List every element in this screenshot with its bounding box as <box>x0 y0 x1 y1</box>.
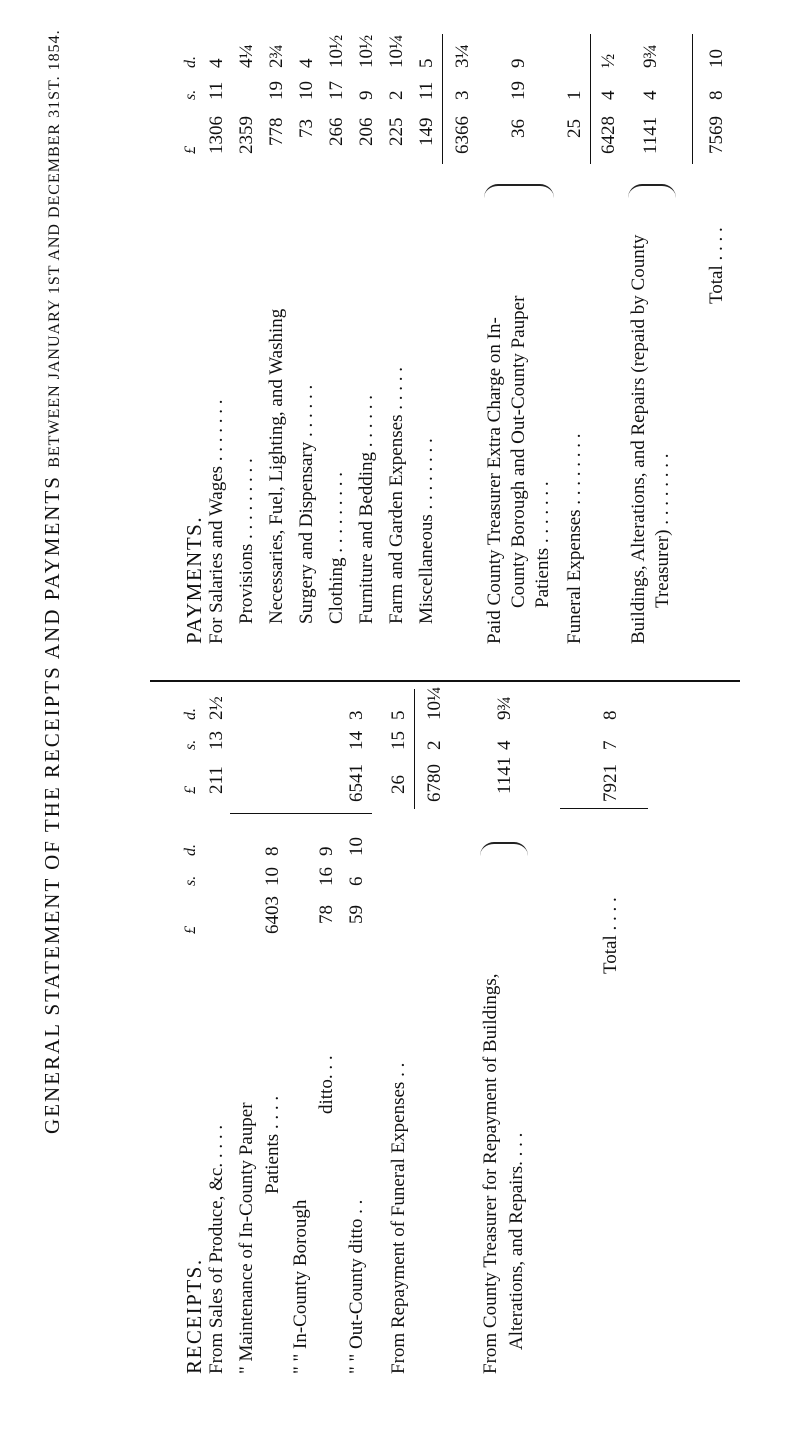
receipt-inner-pence: 9 <box>316 846 337 856</box>
receipt-inner-pence: 10 <box>346 837 367 856</box>
receipts-inner-shilling-header: s. <box>182 875 199 886</box>
subtotal-rule <box>590 34 591 164</box>
receipts-outer-pound-header: £ <box>182 786 199 794</box>
payment-pence: 5 <box>416 58 437 68</box>
receipt-label-continued: Alterations, and Repairs. . . . <box>506 1132 527 1350</box>
payment-label: Surgery and Dispensary . . . . . . <box>296 384 317 624</box>
payment-label-continued: County Borough and Out-County Pauper <box>508 295 529 608</box>
receipt-outer-shillings: 15 <box>388 731 409 750</box>
receipt-label: " " In-County Borough <box>290 1199 311 1374</box>
payment-pence: 10½ <box>356 34 377 68</box>
payment-subtotal-pence: 3¼ <box>452 44 473 68</box>
receipts-inner-pound-header: £ <box>182 926 199 934</box>
payment-shillings: 17 <box>326 81 347 100</box>
payment-pence: 2¾ <box>266 44 287 68</box>
receipt-label: From Sales of Produce, &c. . . . . <box>206 1124 227 1374</box>
receipt-inner-shillings: 16 <box>316 867 337 886</box>
payment-pounds: 25 <box>564 119 585 138</box>
center-divider <box>150 680 740 682</box>
payment-shillings: 1 <box>564 90 585 100</box>
total-rule <box>692 34 693 164</box>
receipt-inner-pounds: 59 <box>346 905 367 924</box>
payment-total-shillings: 8 <box>706 90 727 100</box>
payment-pence: 4 <box>296 58 317 68</box>
payment-pence: 9¾ <box>640 44 661 68</box>
payment-shillings: 19 <box>266 81 287 100</box>
payment-shillings: 11 <box>206 81 227 100</box>
receipt-inner-shillings: 10 <box>262 867 283 886</box>
payment-shillings: 11 <box>416 81 437 100</box>
payment-label: Furniture and Bedding . . . . . . <box>356 394 377 624</box>
payment-pounds: 266 <box>326 117 347 146</box>
payments-pound-header: £ <box>182 146 199 154</box>
payment-subtotal-pounds: 6366 <box>452 116 473 154</box>
payment-shillings: 19 <box>508 81 529 100</box>
receipt-outer-pence: 5 <box>388 710 409 720</box>
receipt-inner-pounds: 6403 <box>262 896 283 934</box>
receipt-subtotal-shillings: 2 <box>424 740 445 750</box>
payment-total-pounds: 7569 <box>706 116 727 154</box>
payment-label: Miscellaneous . . . . . . . . <box>416 438 437 624</box>
payment-subtotal-pence: ½ <box>598 53 619 68</box>
payment-label: Necessaries, Fuel, Lighting, and Washing <box>266 308 287 624</box>
receipt-label: From Repayment of Funeral Expenses . . <box>388 1062 409 1374</box>
receipt-total-label: Total . . . . <box>600 897 621 974</box>
payment-total-pence: 10 <box>706 49 727 68</box>
payment-label: Buildings, Alterations, and Repairs (repaid by County <box>628 234 649 644</box>
receipt-outer-pounds: 211 <box>206 766 227 794</box>
subtotal-rule <box>442 34 443 164</box>
receipt-label-continued: Patients . . . . <box>262 1095 283 1194</box>
receipt-inner-pounds: 78 <box>316 905 337 924</box>
inner-column-rule <box>230 813 372 814</box>
receipts-inner-pence-header: d. <box>182 844 199 856</box>
payment-shillings: 10 <box>296 81 317 100</box>
payment-shillings: 9 <box>356 90 377 100</box>
payment-pence: 10¼ <box>386 34 407 68</box>
payment-label: Farm and Garden Expenses . . . . . <box>386 367 407 624</box>
payment-shillings: 4 <box>640 90 661 100</box>
payment-subtotal-shillings: 4 <box>598 90 619 100</box>
receipt-outer-pence: 3 <box>346 710 367 720</box>
payments-heading: PAYMENTS. <box>182 515 206 644</box>
receipt-outer-shillings: 14 <box>346 731 367 750</box>
payments-pence-header: d. <box>182 56 199 68</box>
payment-pounds: 2359 <box>236 116 257 154</box>
receipt-outer-pounds: 6541 <box>346 764 367 802</box>
payment-pence: 4 <box>206 58 227 68</box>
total-column-rule <box>560 808 648 809</box>
receipt-total-shillings: 7 <box>600 740 621 750</box>
payments-shilling-header: s. <box>182 89 199 100</box>
payment-pence: 9 <box>508 58 529 68</box>
payment-pounds: 206 <box>356 117 377 146</box>
payment-pence: 10½ <box>326 34 347 68</box>
payment-pounds: 225 <box>386 117 407 146</box>
brace-bracket <box>480 842 528 856</box>
receipt-label: " Maintenance of In-County Pauper <box>236 1102 257 1374</box>
receipt-inner-shillings: 6 <box>346 876 367 886</box>
receipt-label-continued: ditto. . . <box>316 1055 337 1114</box>
receipt-outer-shillings: 13 <box>206 731 227 750</box>
payment-pounds: 149 <box>416 117 437 146</box>
payment-pounds: 1141 <box>640 116 661 154</box>
payment-shillings: 2 <box>386 90 407 100</box>
payment-label: Provisions . . . . . . . . . <box>236 458 257 624</box>
payment-subtotal-pounds: 6428 <box>598 116 619 154</box>
receipt-outer-pence: 2½ <box>206 696 227 720</box>
receipt-outer-pounds: 1141 <box>494 756 515 794</box>
brace-bracket <box>484 184 554 198</box>
payment-pounds: 73 <box>296 119 317 138</box>
receipt-label: From County Treasurer for Repayment of Buildings, <box>480 973 501 1374</box>
payment-label-continued: Treasurer) . . . . . . . . <box>652 453 673 608</box>
receipt-outer-pounds: 26 <box>388 775 409 794</box>
payment-pence: 4¼ <box>236 44 257 68</box>
payment-label: Funeral Expenses . . . . . . . . <box>564 433 585 644</box>
payment-pounds: 778 <box>266 117 287 146</box>
payment-label: Paid County Treasurer Extra Charge on In- <box>484 317 505 644</box>
payment-label-continued: Patients . . . . . . . <box>532 481 553 608</box>
receipt-total-pounds: 7921 <box>600 764 621 802</box>
receipt-label: " " Out-County ditto . . <box>346 1199 367 1374</box>
page-title: GENERAL STATEMENT OF THE RECEIPTS AND PAYMENTS BETWEEN JANUARY 1ST AND DECEMBER 31ST. 1854. <box>40 29 64 1134</box>
payment-subtotal-shillings: 3 <box>452 90 473 100</box>
payment-pounds: 36 <box>508 119 529 138</box>
receipts-heading: RECEIPTS. <box>182 1258 206 1374</box>
payment-pounds: 1306 <box>206 116 227 154</box>
payment-total-label: Total . . . . <box>706 227 727 304</box>
receipts-outer-shilling-header: s. <box>182 739 199 750</box>
payment-label: For Salaries and Wages . . . . . . . <box>206 399 227 644</box>
receipt-inner-pence: 8 <box>262 846 283 856</box>
subtotal-rule <box>414 689 415 809</box>
receipt-subtotal-pounds: 6780 <box>424 764 445 802</box>
receipts-outer-pence-header: d. <box>182 708 199 720</box>
brace-bracket <box>628 184 676 198</box>
receipt-subtotal-pence: 10¼ <box>424 686 445 720</box>
receipt-total-pence: 8 <box>600 710 621 720</box>
payment-label: Clothing . . . . . . . . . <box>326 471 347 624</box>
receipt-outer-pence: 9¾ <box>494 696 515 720</box>
receipt-outer-shillings: 4 <box>494 740 515 750</box>
